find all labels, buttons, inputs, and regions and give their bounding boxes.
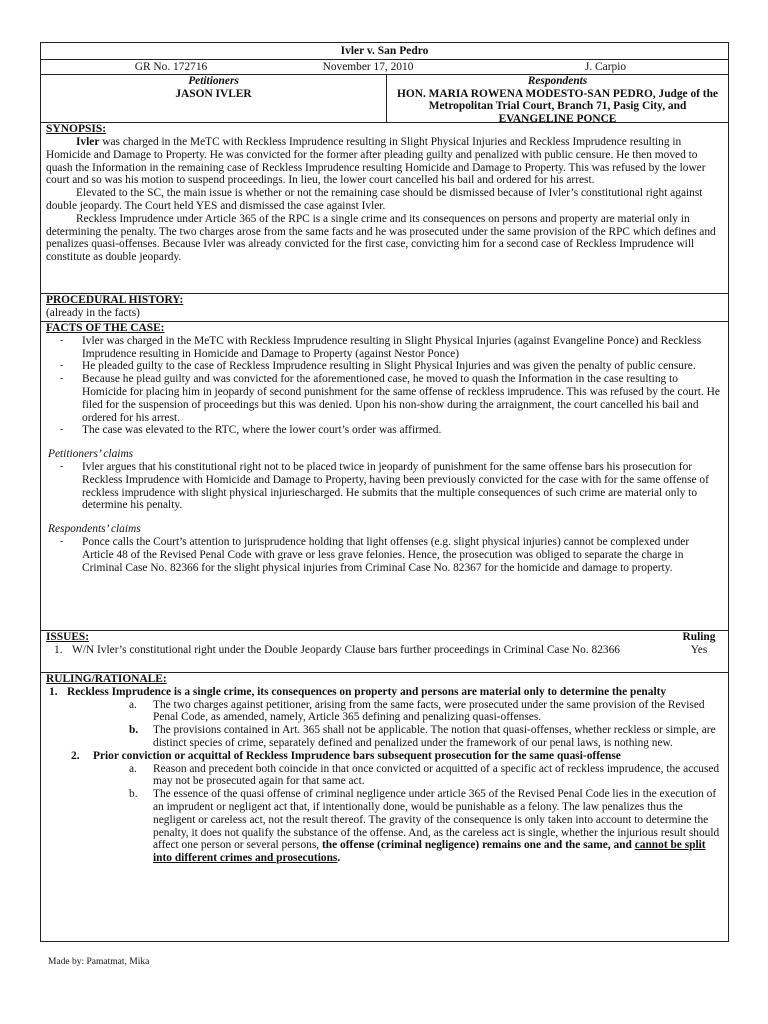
ruling-point-2a bbox=[41, 763, 728, 789]
ruling-point-1a bbox=[41, 699, 728, 725]
facts-heading: FACTS OF THE CASE: bbox=[46, 322, 165, 334]
ruling-point-1b bbox=[41, 724, 728, 750]
synopsis-paragraph-1 bbox=[41, 136, 728, 187]
respondents-claim-item: - Ponce calls the Court’s attention to jurisprudence holding that light offenses (e.g. slight physical injuries) cannot be complexed under Article 48 of the Revised Penal Code with grave or less grave felonies. Hence, the prosecution was obliged to separate the charge in Criminal Case No. 82366 for the slight physical injuries from Criminal Case No. 82367 for the homicide and damage to property. bbox=[82, 536, 720, 574]
ruling-point-2a-letter: a. bbox=[129, 762, 137, 775]
issue-text: W/N Ivler’s constitutional right under the Double Jeopardy Clause bars further proceedings in Criminal Case No. 82366 bbox=[72, 643, 620, 656]
petitioners-cell bbox=[41, 75, 387, 122]
petitioners-claims-list bbox=[41, 461, 728, 512]
case-digest-sheet bbox=[40, 42, 729, 942]
facts-item: - The case was elevated to the RTC, where the lower court’s order was affirmed. bbox=[82, 424, 720, 437]
petitioners-label: Petitioners bbox=[188, 75, 239, 87]
ruling-point-2b-text bbox=[153, 788, 722, 865]
ruling-column-label: Ruling bbox=[682, 631, 716, 643]
facts-list bbox=[41, 335, 728, 437]
ruling-point-2b-underlined: cannot be split into different crimes and prosecutions bbox=[153, 839, 706, 865]
case-title: Ivler v. San Pedro bbox=[41, 43, 728, 60]
issue-ruling: Yes bbox=[690, 643, 708, 656]
respondents-cell bbox=[387, 75, 728, 125]
decision-date: November 17, 2010 bbox=[322, 61, 414, 73]
ruling-point-2-text: Prior conviction or acquittal of Reckless Imprudence bars subsequent prosecution for the same quasi-offense bbox=[93, 749, 621, 762]
ruling-point-2 bbox=[41, 750, 728, 763]
facts-item: - He pleaded guilty to the case of Reckless Imprudence resulting in Slight Physical Injuries and was given the penalty of public censure. bbox=[82, 360, 720, 373]
issues-section bbox=[41, 631, 728, 673]
case-meta bbox=[41, 60, 728, 75]
issues-header-row bbox=[41, 631, 728, 644]
ruling-point-1a-text: The two charges against petitioner, arising from the same facts, were prosecuted under the same provision of the Revised Penal Code, as amended, namely, Article 365 defining and penalizing quasi-offenses. bbox=[153, 698, 705, 724]
respondents-claims-label: Respondents’ claims bbox=[48, 523, 141, 536]
synopsis-heading: SYNOPSIS: bbox=[46, 123, 107, 135]
parties-row bbox=[41, 75, 728, 123]
ruling-point-1b-letter: b. bbox=[129, 724, 139, 737]
issues-heading: ISSUES: bbox=[46, 631, 90, 643]
ruling-point-1-number: 1. bbox=[49, 685, 58, 698]
ruling-point-2b-end: . bbox=[337, 852, 341, 865]
ruling-point-2-number: 2. bbox=[71, 749, 80, 762]
ruling-section bbox=[41, 673, 728, 865]
gr-number: GR No. 172716 bbox=[134, 61, 208, 73]
ruling-point-1a-letter: a. bbox=[129, 698, 137, 711]
synopsis-lead: Ivler bbox=[76, 136, 100, 148]
respondents-line-2: Metropolitan Trial Court, Branch 71, Pasig City, and bbox=[428, 100, 687, 112]
synopsis-p1-text: was charged in the MeTC with Reckless Imprudence resulting in Slight Physical Injuries and Reckless Imprudence resulting in Homicide and Damage to Property. He was convicted for the former after pleading guilty and penalized with public censure. He then moved to quash the Information in the remaining case of Reckless Imprudence resulting Homicide and Damage to Property. This was refused by the lower court and so was his motion to suspend proceedings. In lieu, the lower court cancelled his bail and ordered for his arrest. bbox=[46, 136, 706, 187]
procedural-text: (already in the facts) bbox=[46, 306, 140, 319]
petitioners-claim-item: - Ivler argues that his constitutional right not to be placed twice in jeopardy of punishment for the same offense bars his prosecution for Reckless Imprudence with Homicide and Damage to Property, having been previously convicted for the case with for the same offense of reckless imprudence with slight physical injuriescharged. He submits that the multiple consequences of such crime are material only to determine his penalty. bbox=[82, 461, 720, 512]
petitioners-name: JASON IVLER bbox=[175, 87, 252, 100]
ruling-heading: RULING/RATIONALE: bbox=[46, 673, 167, 685]
ruling-point-2b-body: The essence of the quasi offense of criminal negligence under article 365 of the Revised Penal Code lies in the execution of an imprudent or negligent act that, if intentionally done, would be punishable as a felony. The law penalizes thus the negligent or careless act, not the result thereof. The gravity of the consequence is only taken into account to determine the penalty, it does not qualify the substance of the offense. And, as the careless act is single, whether the injurious result should affect one person or several persons, bbox=[153, 788, 720, 852]
synopsis-paragraph-3: Reckless Imprudence under Article 365 of the RPC is a single crime and its consequences on persons and property are material only in determining the penalty. The two charges arose from the same facts and he was prosecuted under the same provision of the RPC which defines and penalizes quasi-offenses. Because Ivler was already convicted for the first case, convicting him for a second case of Reckless Imprudence will constitute as double jeopardy. bbox=[46, 212, 716, 264]
petitioners-claims-label: Petitioners’ claims bbox=[48, 448, 134, 461]
ruling-point-1 bbox=[41, 686, 728, 699]
procedural-heading: PROCEDURAL HISTORY: bbox=[46, 294, 184, 306]
respondents-label: Respondents bbox=[527, 75, 588, 87]
respondents-line-3: EVANGELINE PONCE bbox=[498, 112, 617, 125]
procedural-section bbox=[41, 294, 728, 322]
facts-item: - Because he plead guilty and was convicted for the aforementioned case, he moved to quash the Information in the case resulting to Homicide for placing him in jeopardy of second punishment for the same offense of reckless imprudence. This was refused by the court. He filed for the suspension of proceedings but this was denied. Upon his non-show during the arraignment, the court cancelled his bail and ordered for his arrest. bbox=[82, 373, 720, 424]
ruling-point-2b-letter: b. bbox=[129, 788, 138, 801]
ruling-point-1-text: Reckless Imprudence is a single crime, its consequences on property and persons are material only to determine the penalty bbox=[67, 685, 667, 698]
ruling-point-1b-text: The provisions contained in Art. 365 shall not be applicable. The notion that quasi-offenses, whether reckless or simple, are distinct species of crime, separately defined and penalized under the framework of our penal laws, is nothing new. bbox=[153, 724, 716, 749]
respondents-line-1: HON. MARIA ROWENA MODESTO-SAN PEDRO, Judge of the bbox=[397, 87, 718, 100]
ruling-point-2b bbox=[41, 788, 728, 865]
synopsis-section bbox=[41, 123, 728, 294]
ruling-point-2a-text: Reason and precedent both coincide in that once convicted or acquitted of a specific act of reckless imprudence, the accused may not be prosecuted again for that same act. bbox=[153, 762, 720, 788]
footer-credit: Made by: Pamatmat, Mika bbox=[48, 957, 150, 967]
issue-number: 1. bbox=[54, 643, 63, 656]
issue-item bbox=[41, 644, 728, 657]
ponente: J. Carpio bbox=[584, 61, 627, 73]
facts-item: - Ivler was charged in the MeTC with Reckless Imprudence resulting in Slight Physical Injuries (against Evangeline Ponce) and Reckless Imprudence resulting in Homicide and Damage to Property (against Nestor Ponce) bbox=[82, 335, 720, 361]
ruling-point-2b-bold: the offense (criminal negligence) remains one and the same, and bbox=[322, 839, 635, 852]
synopsis-paragraph-2: Elevated to the SC, the main issue is whether or not the remaining case should be dismissed because of Ivler’s constitutional right against double jeopardy. The Court held YES and dismissed the case against Ivler. bbox=[46, 187, 703, 212]
facts-section bbox=[41, 322, 728, 631]
respondents-claims-list bbox=[41, 536, 728, 574]
